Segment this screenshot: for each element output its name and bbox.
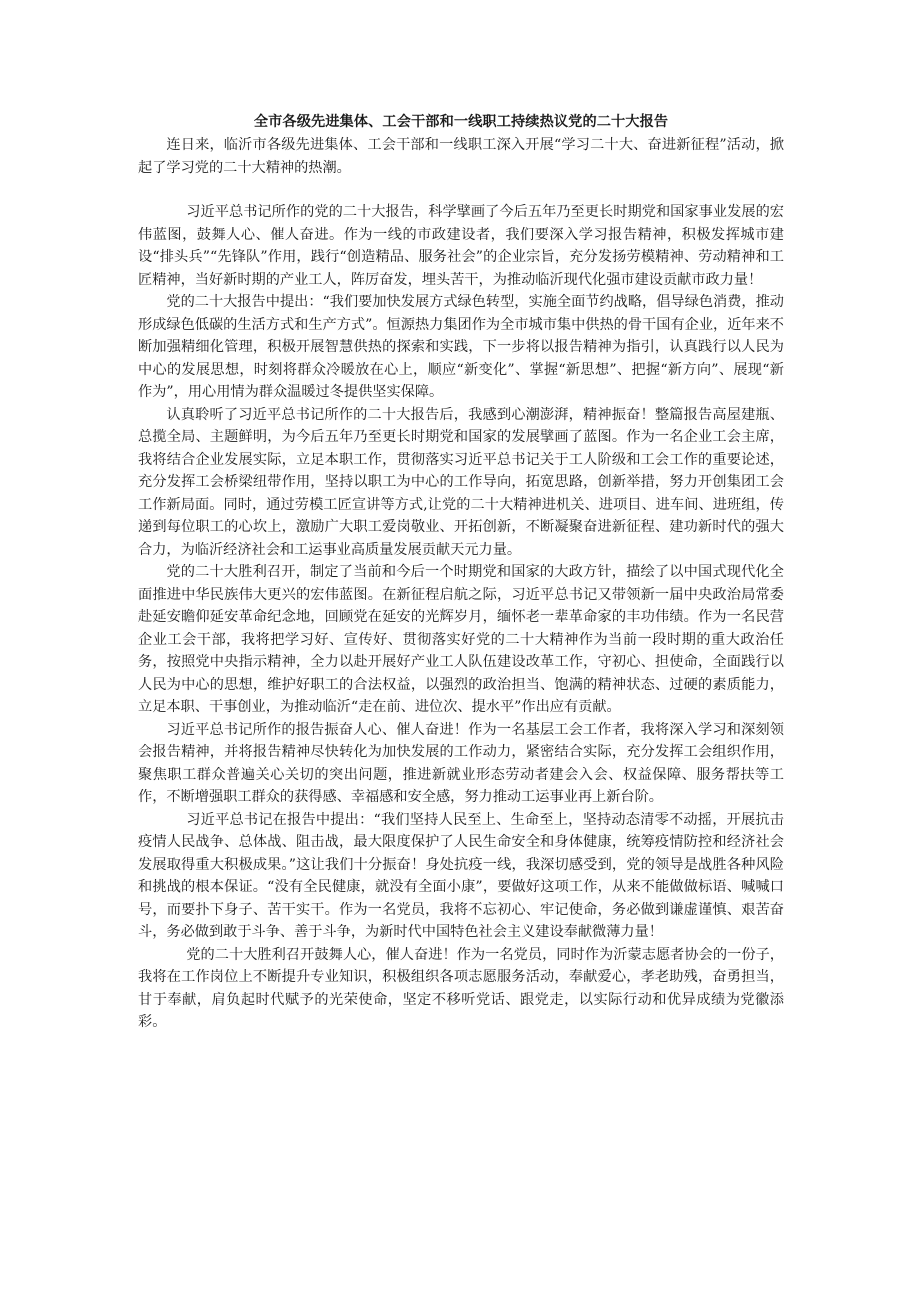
- paragraph-grassroots-union: 习近平总书记所作的报告振奋人心、催人奋进！作为一名基层工会工作者，我将深入学习和深刻领会报告精神，并将报告精神尽快转化为加快发展的工作动力，紧密结合实际，充分发挥工会组织作用，聚焦职工群众普遍关心关切的突出问题，推进新就业形态劳动者建会入会、权益保障、服务帮扶等工作，不断增强职工群众的获得感、幸福感和安全感，努力推动工运事业再上新台阶。: [138, 721, 784, 805]
- paragraph-union-chair: 认真聆听了习近平总书记所作的二十大报告后，我感到心潮澎湃，精神振奋！整篇报告高屋建瓶、总揽全局、主题鲜明，为今后五年乃至更长时期党和国家的发展擘画了蓝图。作为一名企业工会主席，我将结合企业发展实际，立足本职工作，贯彻落实习近平总书记关于工人阶级和工会工作的重要论述，充分发挥工会桥梁纽带作用，坚持以职工为中心的工作导向，拓宽思路，创新举措，努力开创集团工会工作新局面。同时，通过劳模工匠宣讲等方式,让党的二十大精神进机关、进项目、进车间、进班组，传递到每位职工的心坎上，激励广大职工爱岗敬业、开拓创新，不断凝聚奋进新征程、建功新时代的强大合力，为临沂经济社会和工运事业高质量发展贡献天元力量。: [138, 406, 784, 558]
- paragraph-epidemic-frontline: 习近平总书记在报告中提出：“我们坚持人民至上、生命至上，坚持动态清零不动摇，开展抗击疫情人民战争、总体战、阻击战，最大限度保护了人民生命安全和身体健康，统筹疫情防控和经济社会发展取得重大积极成果。”这让我们十分振奋！身处抗疫一线，我深切感受到，党的领导是战胜各种风险和挑战的根本保证。“没有全民健康，就没有全面小康”，要做好这项工作，从来不能做做标语、喊喊口号，而要扑下身子、苦干实干。作为一名党员，我将不忘初心、牢记使命，务必做到谦虚谨慎、艰苦奋斗，务必做到敢于斗争、善于斗争，为新时代中国特色社会主义建设奉献微薄力量！: [138, 811, 784, 940]
- paragraph-green-heating: 党的二十大报告中提出：“我们要加快发展方式绿色转型，实施全面节约战略，倡导绿色消费，推动形成绿色低碳的生活方式和生产方式”。恒源热力集团作为全市城市集中供热的骨干国有企业，近年来不断加强精细化管理，积极开展智慧供热的探索和实践，下一步将以报告精神为指引，认真践行以人民为中心的发展思想，时刻将群众冷暖放在心上，顺应“新变化”、掌握“新思想”、把握“新方向”、展现“新作为”，用心用情为群众温暖过冬提供坚实保障。: [138, 294, 784, 400]
- paragraph-spacer: [138, 179, 784, 201]
- paragraph-intro: 连日来，临沂市各级先进集体、工会干部和一线职工深入开展“学习二十大、奋进新征程”活动，掀起了学习党的二十大精神的热潮。: [138, 137, 784, 176]
- paragraph-volunteer: 党的二十大胜利召开鼓舞人心，催人奋进！作为一名党员，同时作为沂蒙志愿者协会的一份子，我将在工作岗位上不断提升专业知识，积极组织各项志愿服务活动，奉献爱心，孝老助残，奋勇担当，甘于奉献，肩负起时代赋予的光荣使命，坚定不移听党话、跟党走，以实际行动和优异成绩为党徽添彩。: [138, 946, 784, 1030]
- paragraph-municipal-builder: 习近平总书记所作的党的二十大报告，科学擘画了今后五年乃至更长时期党和国家事业发展的宏伟蓝图，鼓舞人心、催人奋进。作为一线的市政建设者，我们要深入学习报告精神，积极发挥城市建设“排头兵”“先锋队”作用，践行“创造精品、服务社会”的企业宗旨，充分发扬劳模精神、劳动精神和工匠精神，当好新时期的产业工人，阵厉奋发，埋头苦干，为推动临沂现代化强市建设贡献市政力量！: [138, 204, 784, 288]
- document-title: 全市各级先进集体、工会干部和一线职工持续热议党的二十大报告: [253, 114, 669, 130]
- paragraph-private-enterprise: 党的二十大胜利召开，制定了当前和今后一个时期党和国家的大政方针，描绘了以中国式现代化全面推进中华民族伟大更兴的宏伟蓝图。在新征程启航之际，习近平总书记又带领新一届中央政治局常委赴延安瞻仰延安革命纪念地，回顾党在延安的光辉岁月，缅怀老一辈革命家的丰功伟绩。作为一名民营企业工会干部，我将把学习好、宣传好、贯彻落实好党的二十大精神作为当前一段时期的重大政治任务，按照党中央指示精神，全力以赴开展好产业工人队伍建设改革工作，守初心、担使命，全面践行以人民为中心的思想，维护好职工的合法权益，以强烈的政治担当、饱满的精神状态、过硬的素质能力，立足本职、干事创业，为推动临沂“走在前、进位次、提水平”作出应有贡献。: [138, 564, 784, 715]
- document-page: [138, 112, 784, 1034]
